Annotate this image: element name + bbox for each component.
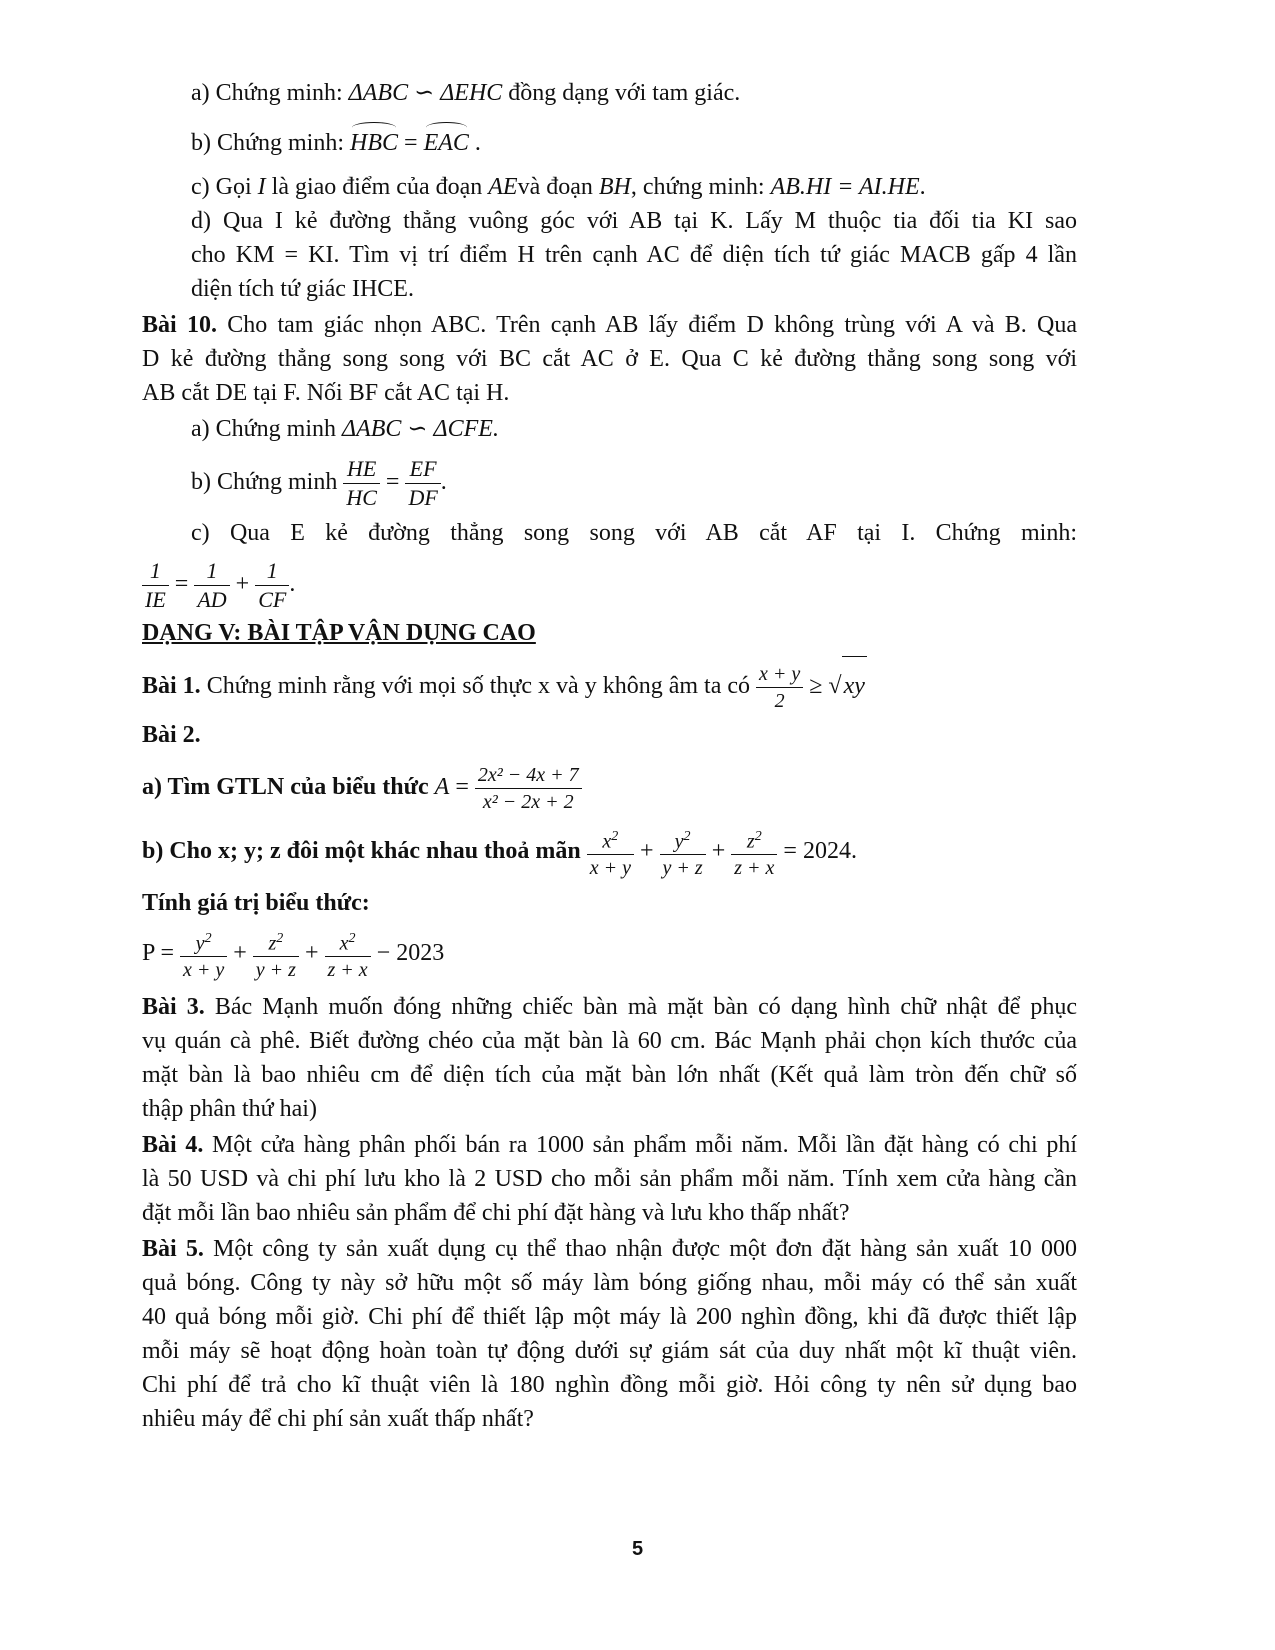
bai5-line-5: Chi phí để trả cho kĩ thuật viên là 180 nghìn đồng mỗi giờ. Hỏi công ty nên sử dụng bao	[142, 1372, 1077, 1398]
bai10-line-3: AB cắt DE tại F. Nối BF cắt AC tại H.	[142, 380, 510, 406]
bai10-label: Bài 10.	[142, 312, 217, 338]
angle-hbc: HBC	[350, 124, 398, 158]
bai1: Bài 1. Chứng minh rằng với mọi số thực x và y không âm ta có $\frac{x + y}{2}$ ≥ √xy	[142, 656, 867, 714]
bai5-line-3: 40 quả bóng mỗi giờ. Chi phí để thiết lập một máy là 200 nghìn đồng, khi đã được thiết lập	[142, 1304, 1077, 1330]
fraction-1-ie: $\frac{1}{IE}$	[142, 557, 169, 614]
bai2-a: a) Tìm GTLN của biểu thức A = $\frac{\text{2x² − 4x + 7}}{\text{x² − 2x + 2}}$	[142, 756, 582, 818]
expression-p: P = $\frac{y^2}{x + y}$ + $\frac{z^2}{y + z}$ + $\frac{x^2}{z + x}$ − 2023	[142, 922, 444, 984]
fraction-expression-a: $\frac{\text{2x² − 4x + 7}}{\text{x² − 2x + 2}}$	[475, 762, 582, 815]
bai5-line-6: nhiêu máy để chi phí sản xuất thấp nhất?	[142, 1406, 534, 1432]
item-d-line-3: diện tích tứ giác IHCE.	[191, 276, 414, 302]
bai3-line-3: mặt bàn là bao nhiêu cm để diện tích của mặt bàn lớn nhất (Kết quả làm tròn đến chữ số	[142, 1062, 1077, 1088]
item-a-prove-similar: a) Chứng minh: ΔABC ∽ ΔEHC đồng dạng với tam giác.	[191, 80, 741, 106]
fraction-1-ad: $\frac{1}{AD}$	[194, 557, 229, 614]
page-number: 5	[631, 1538, 644, 1560]
fraction-ef-df: $\frac{EF}{DF}$	[405, 455, 440, 512]
sqrt-xy: √xy	[828, 656, 866, 715]
item-d-line-2: cho KM = KI. Tìm vị trí điểm H trên cạnh AC để diện tích tứ giác MACB gấp 4 lần	[191, 242, 1077, 268]
fraction-1-cf: $\frac{1}{CF}$	[255, 557, 289, 614]
bai5-line-2: quả bóng. Công ty này sở hữu một số máy làm bóng giống nhau, mỗi máy có thể sản xuất	[142, 1270, 1077, 1296]
bai2-b: b) Cho x; y; z đôi một khác nhau thoả mãn $\frac{x^2}{x + y}$ + $\frac{y^2}{y + z}$ + $\frac{z^2}{z + x}$ = 2024.	[142, 820, 857, 882]
bai10-item-c-line-1: c) Qua E kẻ đường thẳng song song với AB cắt AF tại I. Chứng minh:	[191, 520, 1077, 546]
bai4-line-3: đặt mỗi lần bao nhiêu sản phẩm để chi phí đặt hàng và lưu kho thấp nhất?	[142, 1200, 850, 1226]
item-b-prove-angles: b) Chứng minh: HBC = EAC .	[191, 124, 481, 158]
math-similar-triangles: ΔABC ∽ ΔEHC	[348, 80, 503, 106]
item-c-intersection: c) Gọi I là giao điểm của đoạn AEvà đoạn BH, chứng minh: AB.HI = AI.HE.	[191, 174, 926, 200]
fraction-he-hc: $\frac{HE}{HC}$	[343, 455, 380, 512]
bai4-line-2: là 50 USD và chi phí lưu kho là 2 USD cho mỗi sản phẩm mỗi năm. Tính xem cửa hàng cần	[142, 1166, 1077, 1192]
bai5-line-1: Bài 5. Một công ty sản xuất dụng cụ thể thao nhận được một đơn đặt hàng sản xuất 10 000	[142, 1236, 1077, 1262]
bai10-item-a: a) Chứng minh ΔABC ∽ ΔCFE.	[191, 416, 499, 442]
bai10-item-c-equation: $\frac{1}{IE}$ = $\frac{1}{AD}$ + $\frac{1}{CF}$ .	[142, 554, 295, 614]
section-heading-dang-v: DẠNG V: BÀI TẬP VẬN DỤNG CAO	[142, 620, 536, 646]
bai10-line-1: Bài 10. Cho tam giác nhọn ABC. Trên cạnh AB lấy điểm D không trùng với A và B. Qua	[142, 312, 1078, 338]
bai2-label: Bài 2.	[142, 722, 201, 748]
tinh-gia-tri-label: Tính giá trị biểu thức:	[142, 890, 370, 916]
bai5-line-4: mỗi máy sẽ hoạt động hoàn toàn tự động dưới sự giám sát của duy nhất một kĩ thuật viên.	[142, 1338, 1077, 1364]
item-d-line-1: d) Qua I kẻ đường thẳng vuông góc với AB tại K. Lấy M thuộc tia đối tia KI sao	[191, 208, 1077, 234]
bai10-line-2: D kẻ đường thẳng song song với BC cắt AC ở E. Qua C kẻ đường thẳng song song với	[142, 346, 1077, 372]
bai10-item-b: b) Chứng minh $\frac{HE}{HC}$ = $\frac{EF}{DF}$ .	[191, 455, 447, 510]
bai4-line-1: Bài 4. Một cửa hàng phân phối bán ra 1000 sản phẩm mỗi năm. Mỗi lần đặt hàng có chi phí	[142, 1132, 1077, 1158]
angle-eac: EAC	[424, 124, 469, 158]
bai3-line-2: vụ quán cà phê. Biết đường chéo của mặt bàn là 60 cm. Bác Mạnh phải chọn kích thước của	[142, 1028, 1077, 1054]
fraction-x-plus-y-over-2: $\frac{x + y}{2}$	[756, 661, 803, 714]
bai3-line-1: Bài 3. Bác Mạnh muốn đóng những chiếc bàn mà mặt bàn có dạng hình chữ nhật để phục	[142, 994, 1077, 1020]
math-product-identity: AB.HI = AI.HE	[770, 174, 920, 200]
bai3-line-4: thập phân thứ hai)	[142, 1096, 317, 1122]
